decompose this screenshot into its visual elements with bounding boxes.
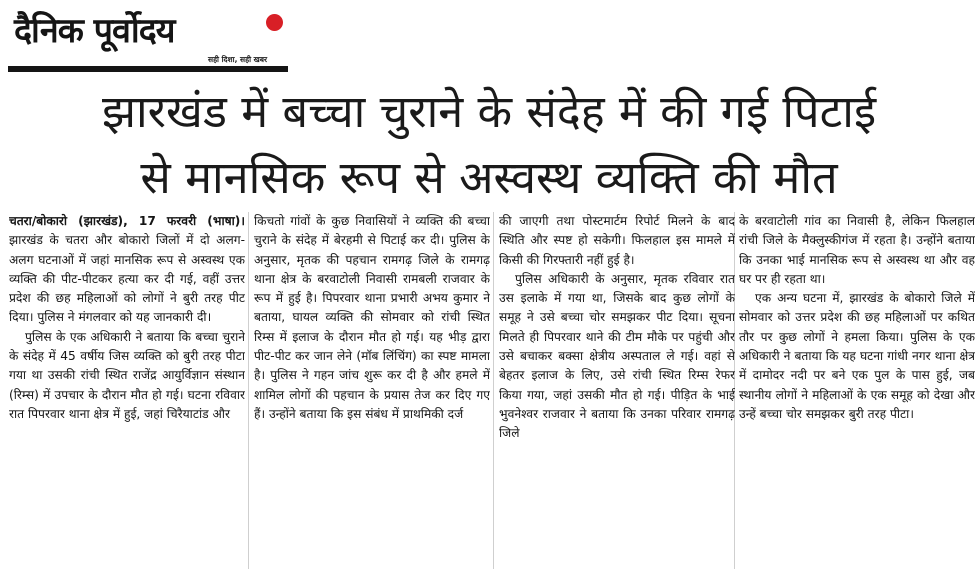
- headline-line-1: झारखंड में बच्चा चुराने के संदेह में की गई पिटाई: [101, 85, 877, 138]
- article-column-3: [499, 212, 735, 569]
- article-column-2: [254, 212, 490, 569]
- paragraph-text: झारखंड के चतरा और बोकारो जिलों में दो अलग-अलग घटनाओं में जहां मानसिक रूप से अस्वस्थ एक व्यक्ति की पीट-पीटकर हत्या कर दी गई, वहीं उत्तर प्रदेश की छह महिलाओं को लोगों ने बुरी तरह पीट दिया। पुलिस ने मंगलवार को यह जानकारी दी।: [9, 233, 245, 325]
- article-paragraph: [9, 212, 245, 328]
- article-paragraph: पुलिस के एक अधिकारी ने बताया कि बच्चा चुराने के संदेह में 45 वर्षीय जिस व्यक्ति को बुरी तरह पीटा गया था उसकी रांची स्थित राजेंद्र आयुर्विज्ञान संस्थान (रिम्स) में उपचार के दौरान मौत हो गई। घटना रविवार रात पिपरवार थाना क्षेत्र में हुई, जहां चिरैयाटांड और: [9, 329, 245, 421]
- article-paragraph: एक अन्य घटना में, झारखंड के बोकारो जिले में सोमवार को उत्तर प्रदेश की छह महिलाओं पर कथित तौर पर कुछ लोगों ने हमला किया। पुलिस के एक अधिकारी ने बताया कि यह घटना गांधी नगर थाना क्षेत्र में दामोदर नदी पर बने एक पुल के पास हुई, जब स्थानीय लोगों ने महिलाओं के एक समूह को देखा और उन्हें बच्चा चोर समझकर बुरी तरह पीटा।: [739, 291, 975, 421]
- masthead: [8, 4, 288, 74]
- column-divider: [248, 212, 249, 569]
- article-paragraph: किचतो गांवों के कुछ निवासियों ने व्यक्ति की बच्चा चुराने के संदेह में बेरहमी से पिटाई कर दी। पुलिस के अनुसार, मृतक की पहचान रामगढ़ जिले के रामगढ़ थाना क्षेत्र के बरवाटोली निवासी रामबली राजवार के रूप में हुई है। पिपरवार थाना प्रभारी अभय कुमार ने बताया, घायल व्यक्ति की सोमवार को रांची स्थित रिम्स में इलाज के दौरान मौत हो गई। यह भीड़ द्वारा पीट-पीट कर जान लेने (मॉब लिंचिंग) का स्पष्ट मामला है। पुलिस ने गहन जांच शुरू कर दी है और हमले में शामिल लोगों की पहचान के प्रयास तेज कर दिए गए हैं। उन्होंने बताया कि इस संबंध में प्राथमिकी दर्ज: [254, 214, 490, 421]
- article-paragraph: पुलिस अधिकारी के अनुसार, मृतक रविवार रात उस इलाके में गया था, जिसके बाद कुछ लोगों के समूह ने उसे बच्चा चोर समझकर पीट दिया। सूचना मिलते ही पिपरवार थाने की टीम मौके पर पहुंची और उसे बचाकर बक्सा क्षेत्रीय अस्पताल ले गई। वहां से बेहतर इलाज के लिए, उसे रांची स्थित रिम्स रेफर किया गया, जहां उसकी मौत हो गई। पीड़ित के भाई भुवनेश्वर राजवार ने बताया कि उनका परिवार रामगढ़ जिले: [499, 271, 735, 441]
- article-paragraph: की जाएगी तथा पोस्टमार्टम रिपोर्ट मिलने के बाद स्थिति और स्पष्ट हो सकेगी। फिलहाल इस मामले में किसी की गिरफ्तारी नहीं हुई है।: [499, 214, 735, 267]
- article-column-1: [9, 212, 245, 569]
- article-column-4: [739, 212, 975, 569]
- column-divider: [493, 212, 494, 569]
- newspaper-tagline: सही दिशा, सही खबर: [208, 55, 268, 64]
- newspaper-logo: दैनिक पूर्वोदय: [14, 11, 175, 51]
- logo-red-dot-icon: [266, 14, 283, 31]
- article-paragraph: के बरवाटोली गांव का निवासी है, लेकिन फिलहाल रांची जिले के मैक्लुस्कीगंज में रहता है। उन्होंने बताया कि उनका भाई मानसिक रूप से अस्वस्थ था और वह घर पर ही रहता था।: [739, 214, 975, 286]
- headline-line-2: से मानसिक रूप से अस्वस्थ व्यक्ति की मौत: [140, 151, 838, 204]
- masthead-rule: [8, 66, 288, 72]
- dateline: चतरा/बोकारो (झारखंड), 17 फरवरी (भाषा)।: [9, 214, 245, 228]
